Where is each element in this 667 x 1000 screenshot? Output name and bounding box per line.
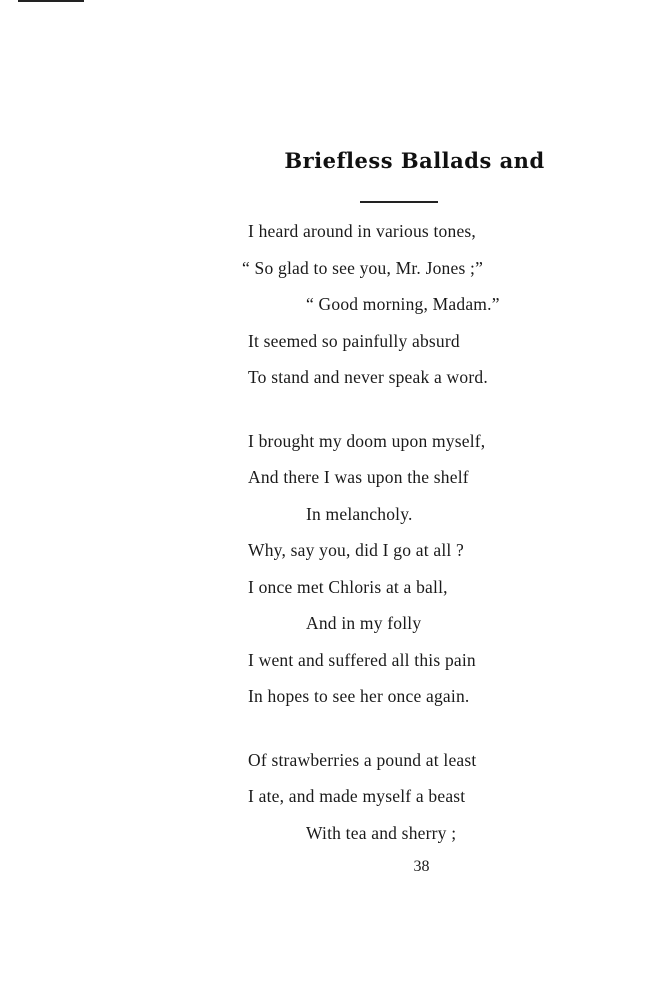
poem-line: Of strawberries a pound at least xyxy=(248,749,477,770)
poem-line: In hopes to see her once again. xyxy=(248,686,470,706)
poem-line: With tea and sherry ; xyxy=(306,822,457,843)
poem-line: In melancholy. xyxy=(306,503,413,524)
page-number: 38 xyxy=(413,858,430,875)
stanza-3 xyxy=(248,746,500,856)
stanza-1 xyxy=(242,217,500,400)
corner-rule xyxy=(18,0,84,2)
head-rule xyxy=(360,201,438,203)
poem-line: “ Good morning, Madam.” xyxy=(306,294,500,314)
poem-line: I heard around in various tones, xyxy=(248,221,477,241)
poem-line: Why, say you, did I go at all ? xyxy=(248,540,464,560)
poem-line: It seemed so painfully absurd xyxy=(248,330,460,351)
stanza-gap xyxy=(248,719,500,746)
poem-line: I went and suffered all this pain xyxy=(248,649,476,670)
poem-line: And there I was upon the shelf xyxy=(248,467,469,487)
running-head: Briefless Ballads and xyxy=(284,148,545,173)
poem-line: I ate, and made myself a beast xyxy=(248,786,466,806)
poem-line: “ So glad to see you, Mr. Jones ;” xyxy=(242,257,484,278)
poem-line: To stand and never speak a word. xyxy=(248,367,488,387)
stanza-2 xyxy=(248,427,500,719)
poem xyxy=(242,217,500,855)
stanza-gap xyxy=(248,400,500,427)
poem-line: I once met Chloris at a ball, xyxy=(248,576,448,597)
poem-line: I brought my doom upon myself, xyxy=(248,430,486,451)
poem-line: And in my folly xyxy=(306,613,422,633)
